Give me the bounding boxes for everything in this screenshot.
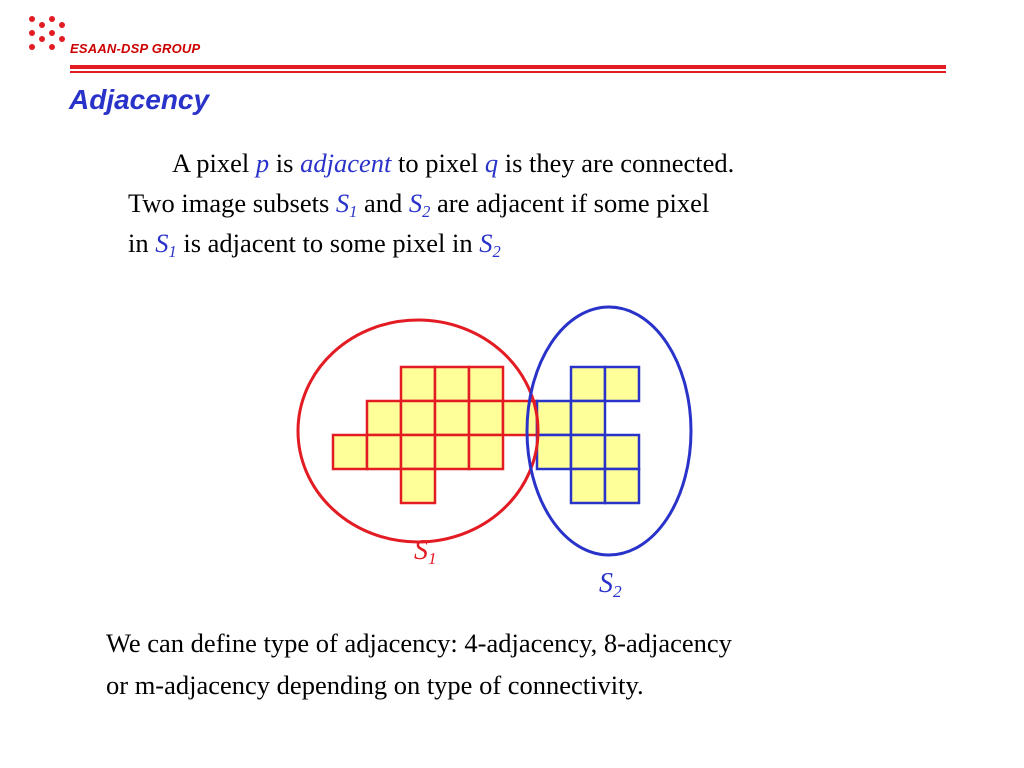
pixel [401, 435, 435, 469]
pixel [605, 367, 639, 401]
pixel [367, 401, 401, 435]
pixel [605, 435, 639, 469]
pixel [469, 435, 503, 469]
pixel [469, 367, 503, 401]
term-p: p [255, 148, 270, 178]
pixel [435, 367, 469, 401]
term-adjacent: adjacent [300, 148, 392, 178]
pixel [571, 435, 605, 469]
pixel [537, 401, 571, 435]
pixel [537, 435, 571, 469]
term-s2: $S_2$ [479, 228, 501, 261]
pixel [401, 401, 435, 435]
pixel [503, 401, 537, 435]
summary-paragraph [106, 622, 966, 706]
intro-line-2: Two image subsets $S_1$ and $S_2$ are adjacent if some pixel [128, 188, 710, 221]
s1-label: $S_1$ [414, 535, 437, 569]
term-s1: $S_1$ [155, 228, 177, 261]
page-title: Adjacency [69, 84, 210, 115]
pixel [435, 401, 469, 435]
pixel [469, 401, 503, 435]
summary-line-1: We can define type of adjacency: 4-adjacency, 8-adjacency [106, 628, 732, 658]
term-q: q [484, 148, 499, 178]
pixel [401, 469, 435, 503]
pixel [401, 367, 435, 401]
pixel [605, 469, 639, 503]
pixel [333, 435, 367, 469]
intro-line-3: in $S_1$ is adjacent to some pixel in $S_2$ [128, 228, 501, 261]
intro-line-1: A pixel p is adjacent to pixel q is they are connected. [172, 148, 735, 178]
pixel [367, 435, 401, 469]
pixel [571, 367, 605, 401]
pixel [435, 435, 469, 469]
s2-pixel-grid [537, 367, 639, 503]
brand-name: ESAAN-DSP GROUP [70, 41, 201, 56]
pixel [571, 469, 605, 503]
term-s1: $S_1$ [335, 188, 358, 221]
summary-line-2: or m-adjacency depending on type of connectivity. [106, 670, 644, 700]
s2-label: $S_2$ [599, 568, 622, 602]
pixel [571, 401, 605, 435]
term-s2: $S_2$ [408, 188, 431, 221]
s1-pixel-grid [333, 367, 537, 503]
